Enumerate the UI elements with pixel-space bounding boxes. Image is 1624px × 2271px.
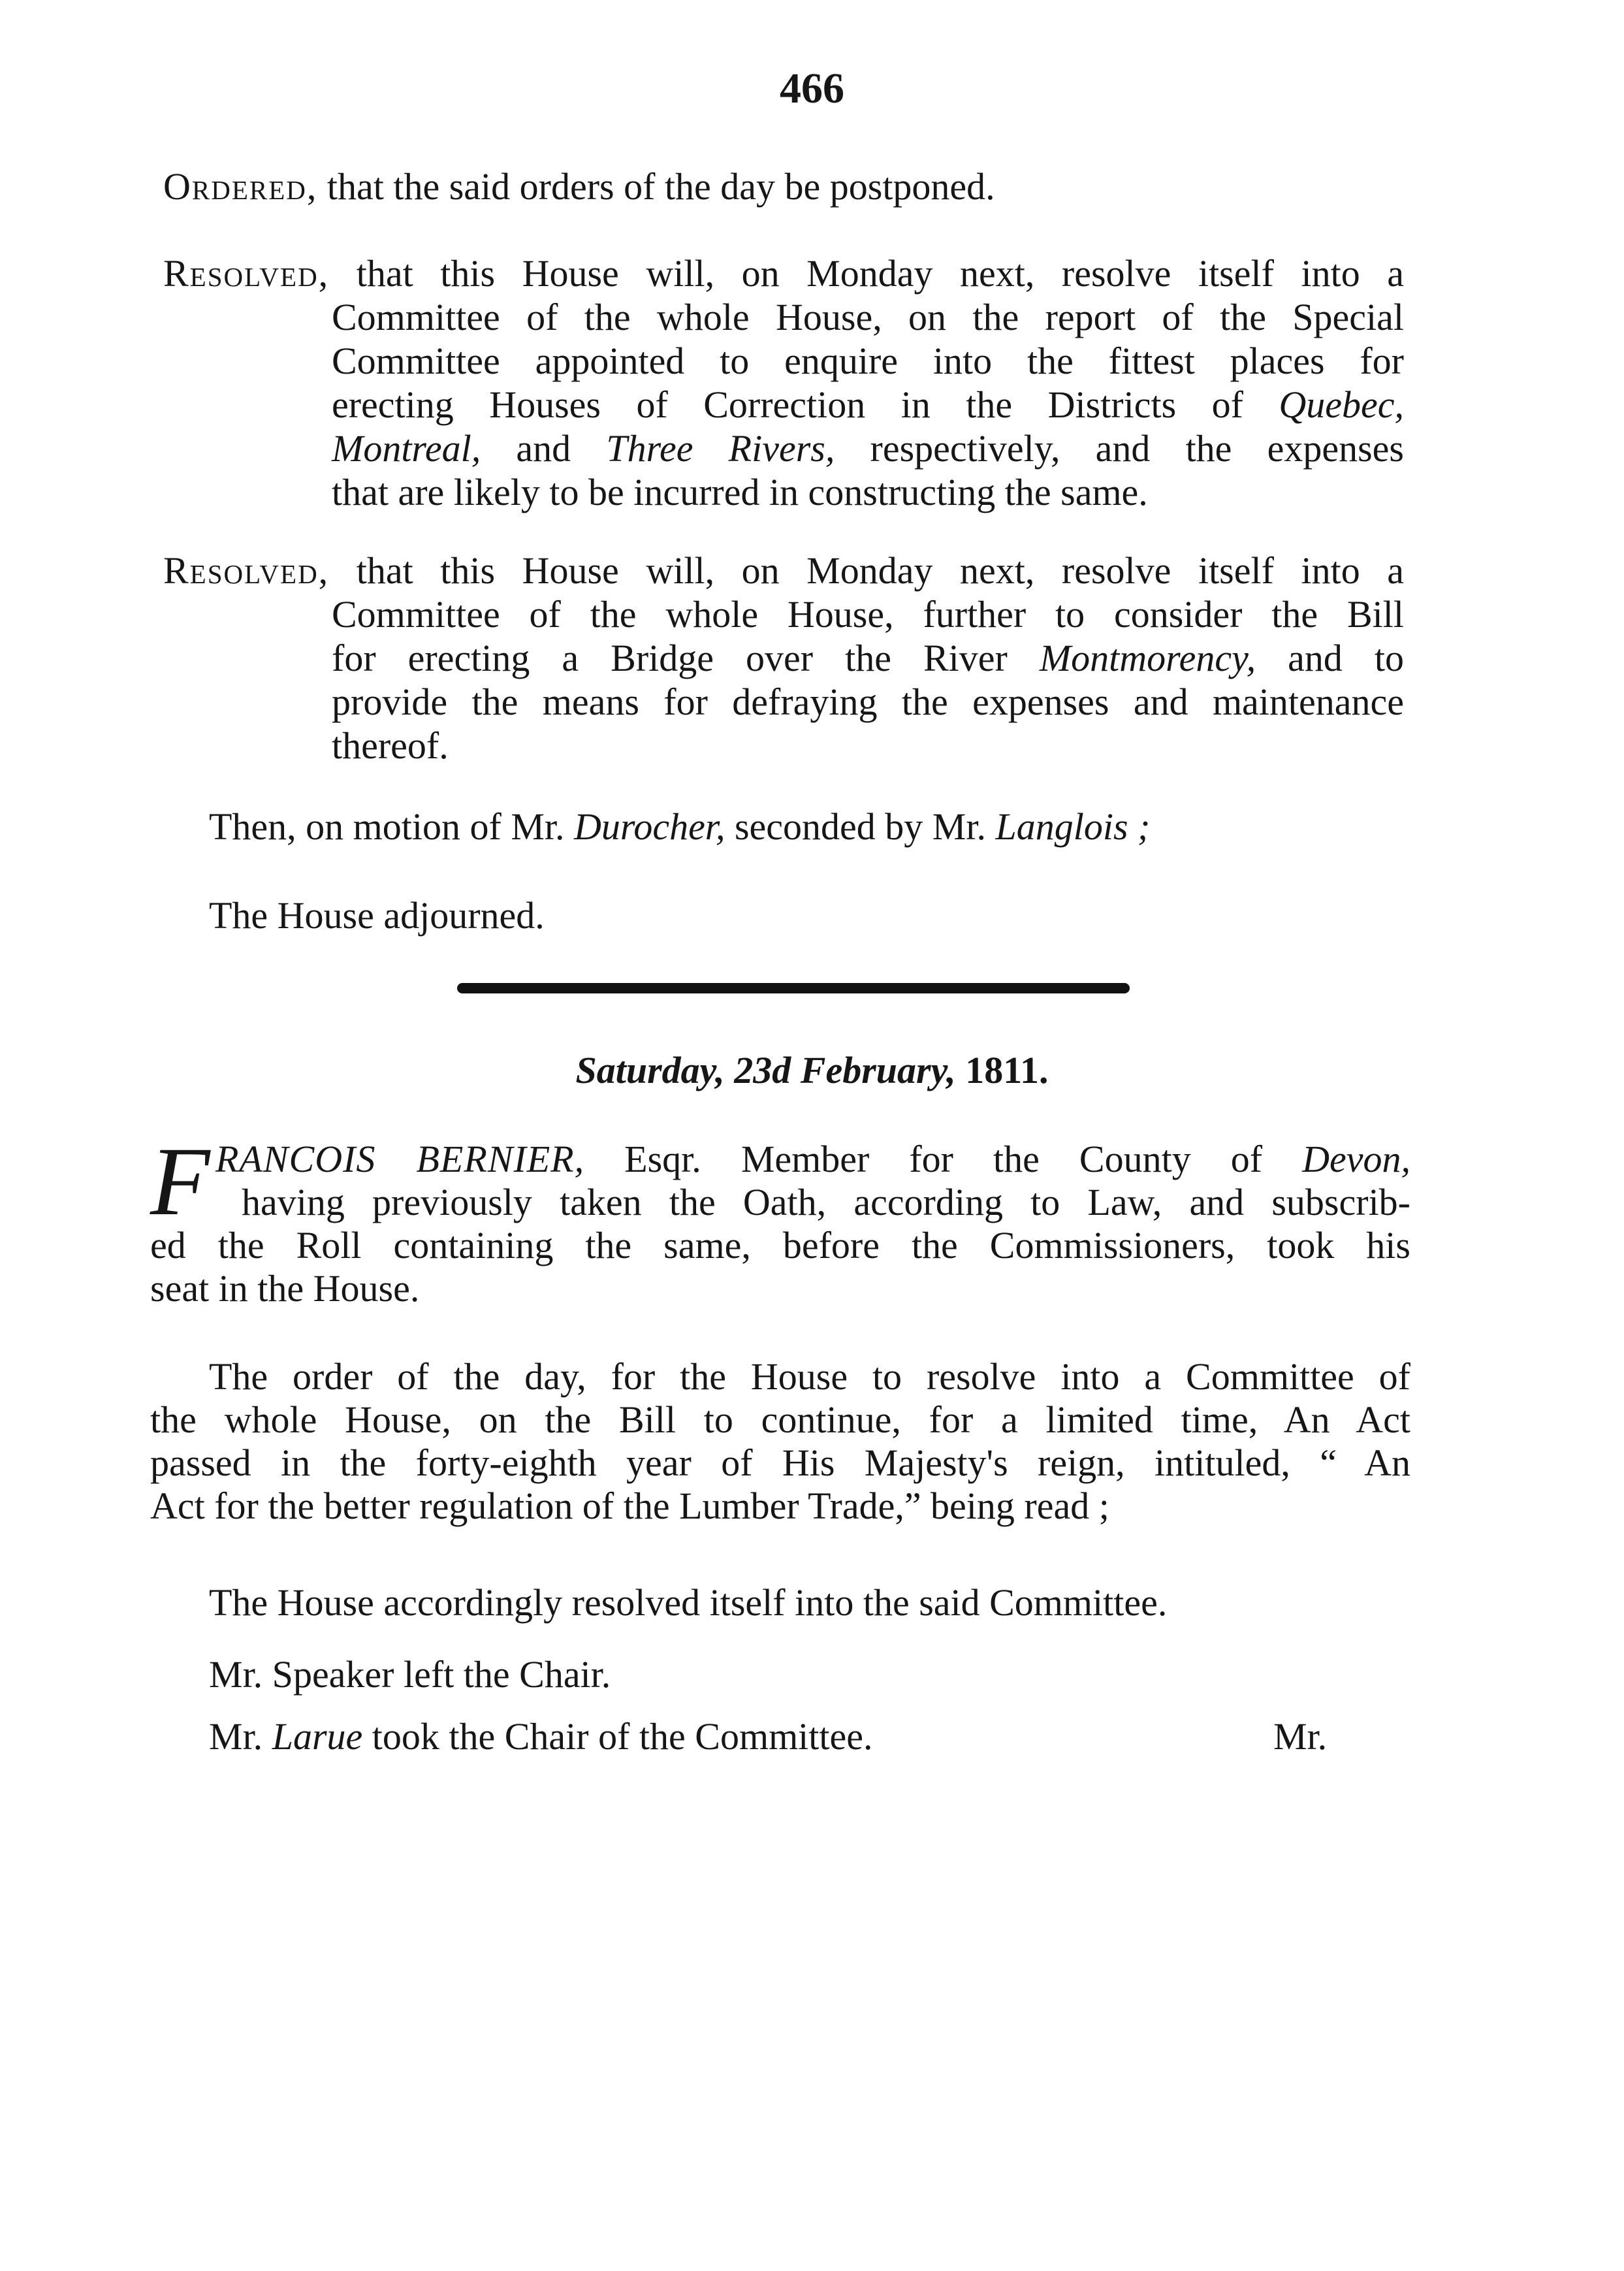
motion-langlois: Langlois ; [995,805,1151,848]
order-line3: passed in the forty-eighth year of His Majesty's reign, intituled, “ An [150,1442,1410,1484]
speaker-line: Mr. Speaker left the Chair. [209,1653,611,1696]
bernier-line2: having previously taken the Oath, according to Law, and subscrib- [242,1181,1410,1223]
resolved1-line1: that this House will, on Monday next, resolve itself into a [356,252,1404,295]
motion-text-c: seconded by Mr. [725,805,996,848]
bernier-line3: ed the Roll containing the same, before the Commissioners, took his [150,1224,1410,1266]
resolved1-montreal: Montreal, [332,427,481,470]
ordered-text: that the said orders of the day be postponed. [326,165,995,208]
date-heading-year: 1811. [955,1049,1049,1091]
resolved2-line3c: and to [1256,637,1405,679]
date-heading [0,1048,1624,1092]
resolved1-quebec: Quebec, [1279,383,1404,426]
larue-rest: took the Chair of the Committee. [362,1715,873,1758]
bernier-line-1 [150,1138,1410,1181]
resolved1-line2: Committee of the whole House, on the report of the Special [332,296,1404,338]
resolved1-lead: Resolved, [163,252,330,295]
bernier-devon: Devon, [1302,1138,1411,1180]
adjourned-line: The House adjourned. [209,894,545,937]
bernier-line1b: Esqr. Member for the County of [584,1138,1303,1180]
resolved-committee-line: The House accordingly resolved itself into the said Committee. [209,1581,1168,1624]
bernier-paragraph [150,1127,1411,1310]
section-divider [457,983,1130,993]
catchword: Mr. [1273,1715,1328,1758]
order-line1: The order of the day, for the House to resolve into a Committee of [209,1355,1410,1398]
larue-line [209,1715,873,1759]
resolved2-line4: provide the means for defraying the expenses and maintenance [332,681,1404,723]
resolved1-and: and [481,427,607,470]
drop-cap: F [150,1127,210,1236]
larue-mr: Mr. [209,1715,272,1758]
bernier-name: RANCOIS BERNIER, [215,1138,585,1180]
resolved1-line-4 [163,383,1404,427]
ordered-paragraph [163,165,995,209]
date-heading-day: Saturday, 23d February, [575,1049,956,1091]
resolved2-line-1 [163,549,1404,592]
resolved1-line-1 [163,251,1404,295]
motion-durocher: Durocher, [574,805,725,848]
resolved2-lead: Resolved, [163,549,330,592]
order-of-day-paragraph [150,1355,1410,1528]
resolved2-line2: Committee of the whole House, further to consider the Bill [332,593,1404,636]
resolved-paragraph-2 [163,549,1404,767]
resolved1-line3: Committee appointed to enquire into the fittest places for [332,340,1404,382]
resolved2-line-3 [163,636,1404,680]
resolved2-montmorency: Montmorency, [1039,637,1256,679]
resolved2-line3a: for erecting a Bridge over the River [332,637,1040,679]
resolved1-line5-rest: respectively, and the expenses [835,427,1404,470]
bernier-line4: seat in the House. [150,1267,420,1310]
resolved2-line1: that this House will, on Monday next, resolve itself into a [356,549,1404,592]
motion-text-a: Then, on motion of Mr. [209,805,575,848]
order-line2: the whole House, on the Bill to continue, for a limited time, An Act [150,1398,1410,1441]
resolved1-line4a: erecting Houses of Correction in the Districts of [332,383,1279,426]
resolved1-three-rivers: Three Rivers, [606,427,835,470]
resolved2-line5: thereof. [332,724,449,767]
order-line4: Act for the better regulation of the Lumber Trade,” being read ; [150,1485,1109,1527]
motion-line [209,805,1150,849]
resolved1-line6: that are likely to be incurred in constructing the same. [332,471,1148,513]
ordered-lead: Ordered, [163,165,318,208]
larue-name: Larue [272,1715,363,1758]
resolved-paragraph-1 [163,251,1404,514]
resolved1-line-5 [163,427,1404,470]
page-number: 466 [780,65,844,112]
